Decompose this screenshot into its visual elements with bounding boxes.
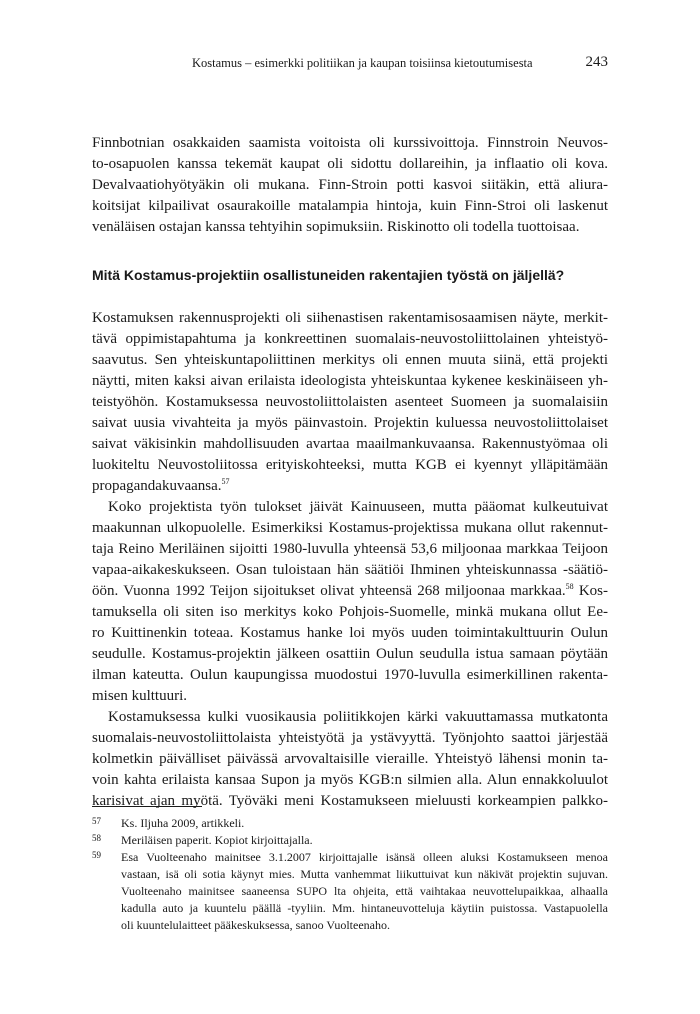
text-line: luokiteltu Neuvostoliitossa erityiskohteeksi, mutta KGB ei kyennyt ylläpitämään: [92, 457, 608, 473]
section-heading: Mitä Kostamus-projektiin osallistuneiden rakentajien työstä on jäljellä?: [92, 267, 565, 283]
text-line: [92, 476, 608, 498]
text-line: Koko projektista työn tulokset jäivät Kainuuseen, mutta pääomat kulkeutuivat: [108, 499, 608, 515]
text-line: vapaa-aikakeskukseen. Osan tuloistaan hän säätiöi Ihminen yhteiskunnassa -säätiö-: [92, 562, 608, 578]
footnote-text: Meriläisen paperit. Kopiot kirjoittajalla.: [121, 833, 313, 847]
text-line: taja Reino Meriläinen sijoitti 1980-luvulla yhteensä 53,6 miljoonaa markkaa Teijoon: [92, 541, 608, 557]
text-line: saavutus. Sen yhteiskuntapoliittinen merkitys oli ennen muuta siinä, että projekti: [92, 352, 608, 368]
footnote-ref: 58: [565, 582, 574, 591]
text-line: ilman kateutta. Oulun kaupungissa muodostui 1970-luvulla esimerkillinen rakenta-: [92, 667, 608, 683]
text-line: Devalvaatiohyötyäkin oli mukana. Finn-Stroin potti kasvoi siitäkin, että aliura-: [92, 177, 608, 193]
text-line: venäläisen ostajan kanssa tehtyihin sopimuksiin. Riskinotto oli todella tuottoisaa.: [92, 219, 580, 235]
footnote-ref: 57: [221, 477, 230, 486]
footnote-text: kadulla auto ja kuuntelu päällä -tyyliin. Mm. hintaneuvotteluja käytiin puistossa. Vastapuolella: [121, 901, 608, 915]
footnote-number: 58: [92, 833, 101, 843]
text-line: suomalais-neuvostoliittolaista yhteistyötä ja ystävyyttä. Työnjohto saattoi järjestää: [92, 730, 608, 746]
text-line: Kostamuksessa kulki vuosikausia poliitikkojen kärki vakuuttamassa mutkatonta: [108, 709, 608, 725]
text-line: ro Kuittinenkin toteaa. Kostamus hanke loi myös uuden toimintakulttuurin Oulun: [92, 625, 608, 641]
text-line: tävä oppimistapahtuma ja konkreettinen suomalais-neuvostoliittolainen yhteistyö-: [92, 331, 608, 347]
footnote-number: 57: [92, 816, 101, 826]
text-line: voin kahta erilaista kansaa Supon ja myös KGB:n silmien alla. Alun ennakkoluulot: [92, 772, 608, 788]
text-line: karisivat ajan myötä. Työväki meni Kostamukseen mieluusti korkeampien palkko-: [92, 793, 608, 809]
footnote-text: oli kuuntelulaitteet pääkeskuksessa, sanoo Vuolteenaho.: [121, 918, 390, 932]
text-line: tamuksella oli siten iso merkitys koko Pohjois-Suomelle, minkä mukana ollut Ee-: [92, 604, 608, 620]
footnote-text: Vuolteenaho mainitsee saaneensa SUPO lta ohjeita, että vaihtakaa neuvottelupaikkaa, alhaalla: [121, 884, 608, 898]
text-line: saivat väkisinkin mahdollisuuden avartaa maailmankuvaansa. Rakennustyömaa oli: [92, 436, 608, 452]
text-line: misen kulttuuri.: [92, 688, 187, 704]
text-line: saivat uusia vivahteita ja myös päinvastoin. Projektin kuluessa neuvostoliittolaiset: [92, 415, 608, 431]
text-line: kolmetkin päivälliset päivässä arvovaltaisille vieraille. Yhteistyö lähensi monin ta-: [92, 751, 608, 767]
footnote-text: Esa Vuolteenaho mainitsee 3.1.2007 kirjoittajalle isänsä olleen aluksi Kostamukseen menoa: [121, 850, 608, 864]
footnote-number: 59: [92, 850, 101, 860]
page-number: 243: [585, 54, 608, 70]
text-line: to-osapuolen kanssa tekemät kaupat oli sidottu dollareihin, ja inflaatio oli kova.: [92, 156, 608, 172]
text-line: maakunnan ulkopuolelle. Esimerkiksi Kostamus-projektissa mukana ollut rakennut-: [92, 520, 608, 536]
text-line: seudulle. Kostamus-projektin jälkeen osattiin Oulun seudulla istua samaan pöytään: [92, 646, 608, 662]
text-fragment: öön. Vuonna 1992 Teijon sijoitukset olivat yhteensä 268 miljoonaa markkaa.: [92, 583, 566, 599]
footnote-text: vastaan, isä oli sotia käynyt mies. Mutta vanhemmat liikuttuivat kun näkivät projektin sujuvan.: [121, 867, 608, 881]
running-header: [92, 54, 608, 76]
text-line: Kostamuksen rakennusprojekti oli siihenastisen rakentamisosaamisen näyte, merkit-: [92, 310, 608, 326]
text-line: teistyöhön. Kostamuksessa neuvostoliittolaisten asenteet Suomeen ja suomalaisiin: [92, 394, 608, 410]
text-fragment: Kos-: [573, 583, 608, 599]
footnote-separator: [92, 806, 202, 807]
text-line: Finnbotnian osakkaiden saamista voitoista oli kurssivoittoja. Finnstroin Neuvos-: [92, 135, 608, 151]
footnote-text: Ks. Iljuha 2009, artikkeli.: [121, 816, 245, 830]
text-fragment: propagandakuvaansa.: [92, 478, 222, 494]
text-line: [92, 581, 608, 603]
text-line: näytti, miten kaksi aivan erilaista ideologista yhteiskuntaa kykenee keskinäiseen yh-: [92, 373, 608, 389]
text-line: koitsijat kilpailivat osaurakoille matalampia hintoja, kuin Finn-Stroi oli laskenut: [92, 198, 608, 214]
running-title: Kostamus – esimerkki politiikan ja kaupan toisiinsa kietoutumisesta: [192, 56, 533, 70]
